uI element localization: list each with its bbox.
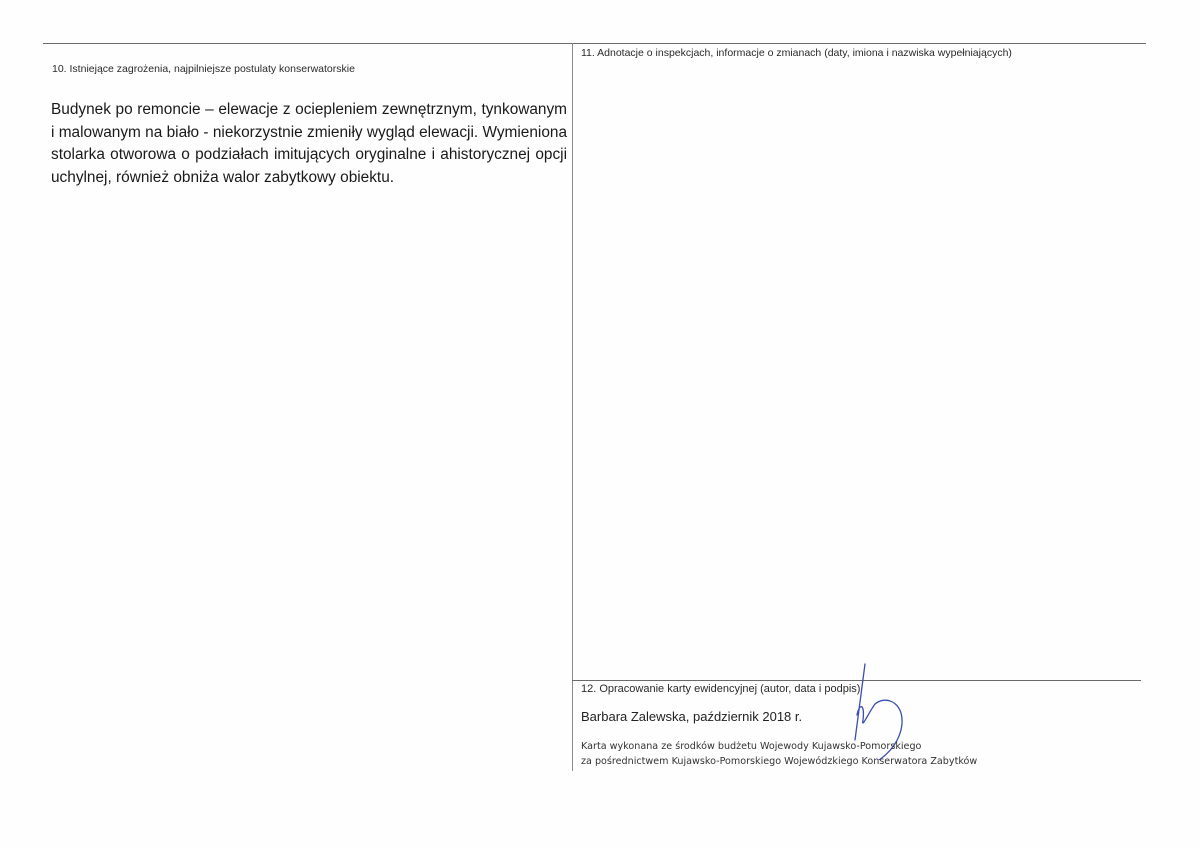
top-border-line [43, 43, 1146, 44]
author-date-text: Barbara Zalewska, październik 2018 r. [581, 709, 803, 724]
section-10-body-text: Budynek po remoncie – elewacje z ociepleniem zewnętrznym, tynkowanym i malowanym na biało - niekorzystnie zmieniły wygląd elewacji. Wymieniona stolarka otworowa o podziałach imitujących oryginalne i ahistorycznej opcji uchylnej, również obniża walor zabytkowy obiektu. [51, 101, 567, 186]
section-12-label: 12. Opracowanie karty ewidencyjnej (autor, data i podpis) [581, 683, 861, 695]
funding-note-line-2: za pośrednictwem Kujawsko-Pomorskiego Wojewódzkiego Konserwatora Zabytków [581, 756, 978, 767]
funding-note-line-1: Karta wykonana ze środków budżetu Wojewody Kujawsko-Pomorskiego [581, 741, 922, 752]
column-divider-line [572, 43, 573, 771]
section-10-label: 10. Istniejące zagrożenia, najpilniejsze postulaty konserwatorskie [52, 63, 355, 75]
section-11-label: 11. Adnotacje o inspekcjach, informacje o zmianach (daty, imiona i nazwiska wypełniających) [581, 47, 1012, 59]
